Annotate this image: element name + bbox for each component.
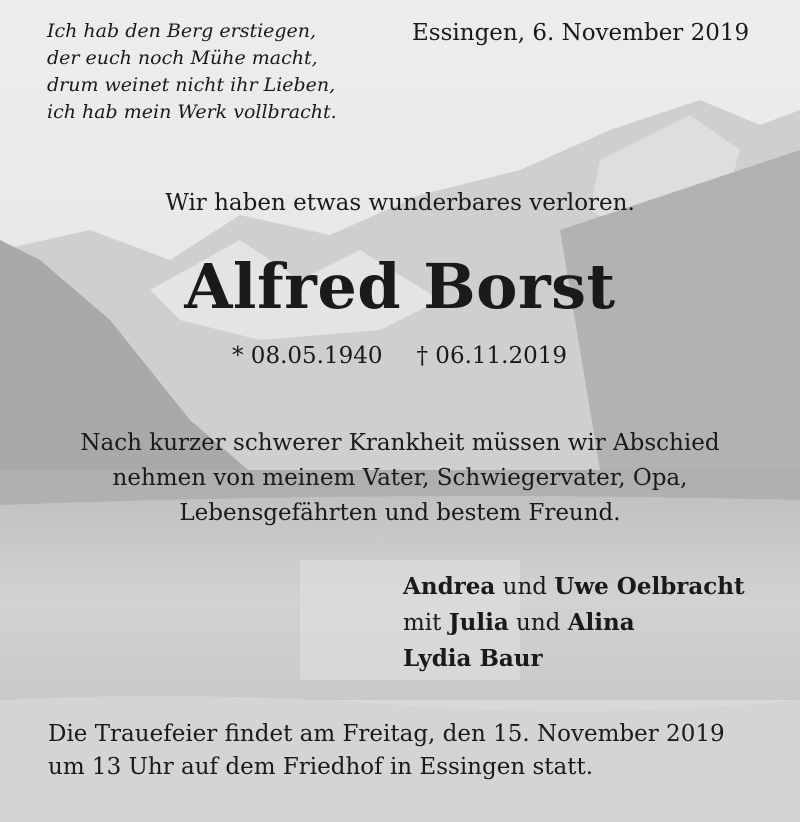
mourners xyxy=(403,569,745,677)
funeral-line: um 13 Uhr auf dem Friedhof in Essingen statt. xyxy=(48,754,594,780)
conjunction: und xyxy=(502,574,547,600)
life-dates xyxy=(232,343,567,369)
mourner-name: Julia xyxy=(448,609,509,636)
deceased-name: Alfred Borst xyxy=(184,250,616,323)
conjunction: und xyxy=(516,610,561,636)
poem-line: Ich hab den Berg erstiegen, xyxy=(47,20,317,42)
poem-line: drum weinet nicht ihr Lieben, xyxy=(47,74,336,96)
mourner-name: Uwe Oelbracht xyxy=(554,573,745,600)
message-line: Lebensgefährten und bestem Freund. xyxy=(179,500,621,526)
farewell-message xyxy=(0,426,800,531)
intro-text: Wir haben etwas wunderbares verloren. xyxy=(165,190,635,216)
mourner-line xyxy=(403,569,745,605)
mourner-line xyxy=(403,605,745,641)
mourner-name: Andrea xyxy=(403,573,496,600)
birth-date: * 08.05.1940 xyxy=(232,343,383,369)
mourner-name: Alina xyxy=(567,609,635,636)
poem-line: der euch noch Mühe macht, xyxy=(47,47,318,69)
conjunction: mit xyxy=(403,610,442,636)
message-line: nehmen von meinem Vater, Schwiegervater, Opa, xyxy=(112,465,688,491)
funeral-line: Die Trauefeier findet am Freitag, den 15. November 2019 xyxy=(48,721,725,747)
death-date: † 06.11.2019 xyxy=(416,343,567,369)
funeral-info xyxy=(48,718,725,784)
mourner-name: Lydia Baur xyxy=(403,645,543,672)
poem-line: ich hab mein Werk vollbracht. xyxy=(47,101,337,123)
message-line: Nach kurzer schwerer Krankheit müssen wir Abschied xyxy=(80,430,720,456)
poem xyxy=(47,18,337,126)
mourner-line xyxy=(403,641,745,677)
place-date: Essingen, 6. November 2019 xyxy=(412,20,750,46)
